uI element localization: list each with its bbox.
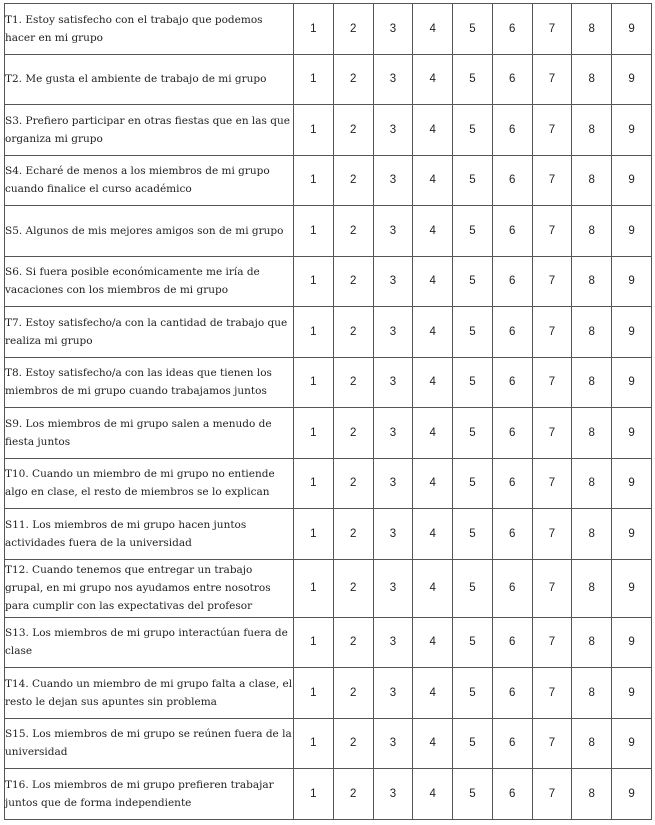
rating-option[interactable]: 2 [333,668,373,719]
rating-option[interactable]: 2 [333,54,373,105]
item-statement: T16. Los miembros de mi grupo prefieren trabajar juntos que de forma independiente [5,769,294,820]
rating-option[interactable]: 7 [532,617,572,668]
rating-option[interactable]: 4 [413,206,453,257]
rating-option[interactable]: 9 [612,54,652,105]
table-body [5,4,652,820]
rating-option[interactable]: 7 [532,718,572,769]
rating-option[interactable]: 3 [373,559,413,617]
rating-option[interactable]: 1 [294,307,334,358]
rating-option[interactable]: 5 [453,357,493,408]
rating-option[interactable]: 7 [532,357,572,408]
rating-option[interactable]: 9 [612,4,652,55]
rating-option[interactable]: 2 [333,357,373,408]
rating-option[interactable]: 5 [453,155,493,206]
rating-option[interactable]: 2 [333,458,373,509]
rating-option[interactable]: 1 [294,105,334,156]
rating-option[interactable]: 6 [492,206,532,257]
rating-option[interactable]: 7 [532,206,572,257]
table-row [5,155,652,206]
rating-option[interactable]: 4 [413,718,453,769]
rating-option[interactable]: 4 [413,155,453,206]
rating-option[interactable]: 4 [413,256,453,307]
item-statement: T8. Estoy satisfecho/a con las ideas que tienen los miembros de mi grupo cuando trabajamos juntos [5,357,294,408]
rating-option[interactable]: 8 [572,509,612,560]
rating-option[interactable]: 9 [612,105,652,156]
rating-option[interactable]: 9 [612,509,652,560]
rating-option[interactable]: 3 [373,509,413,560]
rating-option[interactable]: 1 [294,559,334,617]
rating-option[interactable]: 4 [413,4,453,55]
rating-option[interactable]: 4 [413,408,453,459]
item-statement: T12. Cuando tenemos que entregar un trabajo grupal, en mi grupo nos ayudamos entre nosotros para cumplir con las expectativas del profesor [5,559,294,617]
rating-option[interactable]: 1 [294,718,334,769]
table-row [5,54,652,105]
rating-option[interactable]: 2 [333,206,373,257]
rating-option[interactable]: 8 [572,206,612,257]
item-statement: S13. Los miembros de mi grupo interactúan fuera de clase [5,617,294,668]
rating-option[interactable]: 5 [453,668,493,719]
rating-option[interactable]: 5 [453,718,493,769]
rating-option[interactable]: 7 [532,155,572,206]
cohesion-scale-table [4,3,652,820]
rating-option[interactable]: 3 [373,408,413,459]
table-row [5,509,652,560]
table-row [5,458,652,509]
rating-option[interactable]: 1 [294,617,334,668]
rating-option[interactable]: 8 [572,617,612,668]
rating-option[interactable]: 1 [294,668,334,719]
rating-option[interactable]: 6 [492,408,532,459]
item-statement: S3. Prefiero participar en otras fiestas que en las que organiza mi grupo [5,105,294,156]
rating-option[interactable]: 3 [373,769,413,820]
item-statement: S11. Los miembros de mi grupo hacen juntos actividades fuera de la universidad [5,509,294,560]
rating-option[interactable]: 6 [492,458,532,509]
rating-option[interactable]: 1 [294,206,334,257]
item-statement: T10. Cuando un miembro de mi grupo no entiende algo en clase, el resto de miembros se lo explican [5,458,294,509]
rating-option[interactable]: 3 [373,357,413,408]
rating-option[interactable]: 9 [612,617,652,668]
rating-option[interactable]: 1 [294,4,334,55]
rating-option[interactable]: 6 [492,509,532,560]
item-statement: T1. Estoy satisfecho con el trabajo que podemos hacer en mi grupo [5,4,294,55]
table-row [5,559,652,617]
rating-option[interactable]: 2 [333,718,373,769]
rating-option[interactable]: 8 [572,307,612,358]
rating-option[interactable]: 8 [572,458,612,509]
rating-option[interactable]: 9 [612,769,652,820]
rating-option[interactable]: 5 [453,206,493,257]
rating-option[interactable]: 9 [612,357,652,408]
rating-option[interactable]: 7 [532,458,572,509]
table-row [5,718,652,769]
rating-option[interactable]: 8 [572,155,612,206]
rating-option[interactable]: 4 [413,509,453,560]
rating-option[interactable]: 7 [532,4,572,55]
rating-option[interactable]: 8 [572,718,612,769]
rating-option[interactable]: 6 [492,357,532,408]
rating-option[interactable]: 2 [333,559,373,617]
rating-option[interactable]: 8 [572,54,612,105]
rating-option[interactable]: 2 [333,4,373,55]
rating-option[interactable]: 7 [532,307,572,358]
rating-option[interactable]: 9 [612,155,652,206]
rating-option[interactable]: 1 [294,458,334,509]
item-statement: T7. Estoy satisfecho/a con la cantidad de trabajo que realiza mi grupo [5,307,294,358]
item-statement: S15. Los miembros de mi grupo se reúnen fuera de la universidad [5,718,294,769]
rating-option[interactable]: 2 [333,155,373,206]
rating-option[interactable]: 5 [453,559,493,617]
table-row [5,4,652,55]
table-row [5,307,652,358]
rating-option[interactable]: 9 [612,206,652,257]
item-statement: T14. Cuando un miembro de mi grupo falta a clase, el resto le dejan sus apuntes sin problema [5,668,294,719]
table-row [5,408,652,459]
rating-option[interactable]: 7 [532,408,572,459]
rating-option[interactable]: 6 [492,155,532,206]
rating-option[interactable]: 6 [492,718,532,769]
rating-option[interactable]: 3 [373,206,413,257]
rating-option[interactable]: 6 [492,769,532,820]
rating-option[interactable]: 3 [373,307,413,358]
rating-option[interactable]: 2 [333,408,373,459]
rating-option[interactable]: 8 [572,408,612,459]
rating-option[interactable]: 3 [373,458,413,509]
table-row [5,206,652,257]
rating-option[interactable]: 5 [453,458,493,509]
rating-option[interactable]: 3 [373,4,413,55]
rating-option[interactable]: 8 [572,4,612,55]
rating-option[interactable]: 2 [333,617,373,668]
rating-option[interactable]: 4 [413,559,453,617]
rating-option[interactable]: 1 [294,769,334,820]
rating-option[interactable]: 4 [413,458,453,509]
rating-option[interactable]: 7 [532,256,572,307]
item-statement: T2. Me gusta el ambiente de trabajo de mi grupo [5,54,294,105]
rating-option[interactable]: 6 [492,617,532,668]
rating-option[interactable]: 3 [373,105,413,156]
rating-option[interactable]: 3 [373,668,413,719]
rating-option[interactable]: 1 [294,357,334,408]
rating-option[interactable]: 6 [492,4,532,55]
rating-option[interactable]: 2 [333,509,373,560]
rating-option[interactable]: 9 [612,307,652,358]
rating-option[interactable]: 5 [453,617,493,668]
rating-option[interactable]: 5 [453,256,493,307]
rating-option[interactable]: 3 [373,617,413,668]
rating-option[interactable]: 7 [532,559,572,617]
table-row [5,769,652,820]
rating-option[interactable]: 8 [572,668,612,719]
rating-option[interactable]: 2 [333,769,373,820]
rating-option[interactable]: 7 [532,668,572,719]
rating-option[interactable]: 1 [294,408,334,459]
item-statement: S9. Los miembros de mi grupo salen a menudo de fiesta juntos [5,408,294,459]
rating-option[interactable]: 4 [413,54,453,105]
rating-option[interactable]: 8 [572,357,612,408]
rating-option[interactable]: 4 [413,769,453,820]
rating-option[interactable]: 2 [333,307,373,358]
rating-option[interactable]: 3 [373,54,413,105]
rating-option[interactable]: 6 [492,668,532,719]
rating-option[interactable]: 5 [453,4,493,55]
rating-option[interactable]: 4 [413,357,453,408]
rating-option[interactable]: 2 [333,105,373,156]
table-row [5,256,652,307]
rating-option[interactable]: 5 [453,408,493,459]
rating-option[interactable]: 7 [532,105,572,156]
rating-option[interactable]: 3 [373,155,413,206]
rating-option[interactable]: 5 [453,769,493,820]
item-statement: S4. Echaré de menos a los miembros de mi grupo cuando finalice el curso académico [5,155,294,206]
rating-option[interactable]: 3 [373,718,413,769]
rating-option[interactable]: 6 [492,54,532,105]
rating-option[interactable]: 1 [294,54,334,105]
table-row [5,357,652,408]
rating-option[interactable]: 4 [413,668,453,719]
rating-option[interactable]: 7 [532,509,572,560]
rating-option[interactable]: 9 [612,256,652,307]
item-statement: S5. Algunos de mis mejores amigos son de mi grupo [5,206,294,257]
rating-option[interactable]: 9 [612,718,652,769]
item-statement: S6. Si fuera posible económicamente me iría de vacaciones con los miembros de mi grupo [5,256,294,307]
rating-option[interactable]: 5 [453,509,493,560]
rating-option[interactable]: 6 [492,105,532,156]
rating-option[interactable]: 8 [572,769,612,820]
rating-option[interactable]: 5 [453,54,493,105]
rating-option[interactable]: 2 [333,256,373,307]
rating-option[interactable]: 6 [492,559,532,617]
table-row [5,105,652,156]
rating-option[interactable]: 7 [532,769,572,820]
rating-option[interactable]: 8 [572,256,612,307]
rating-option[interactable]: 4 [413,617,453,668]
rating-option[interactable]: 4 [413,105,453,156]
rating-option[interactable]: 3 [373,256,413,307]
rating-option[interactable]: 1 [294,509,334,560]
rating-option[interactable]: 8 [572,559,612,617]
rating-option[interactable]: 9 [612,559,652,617]
table-row [5,617,652,668]
rating-option[interactable]: 8 [572,105,612,156]
rating-option[interactable]: 6 [492,307,532,358]
rating-option[interactable]: 5 [453,105,493,156]
table-row [5,668,652,719]
rating-option[interactable]: 4 [413,307,453,358]
rating-option[interactable]: 7 [532,54,572,105]
rating-option[interactable]: 9 [612,458,652,509]
rating-option[interactable]: 1 [294,256,334,307]
rating-option[interactable]: 6 [492,256,532,307]
rating-option[interactable]: 9 [612,408,652,459]
rating-option[interactable]: 9 [612,668,652,719]
rating-option[interactable]: 1 [294,155,334,206]
rating-option[interactable]: 5 [453,307,493,358]
